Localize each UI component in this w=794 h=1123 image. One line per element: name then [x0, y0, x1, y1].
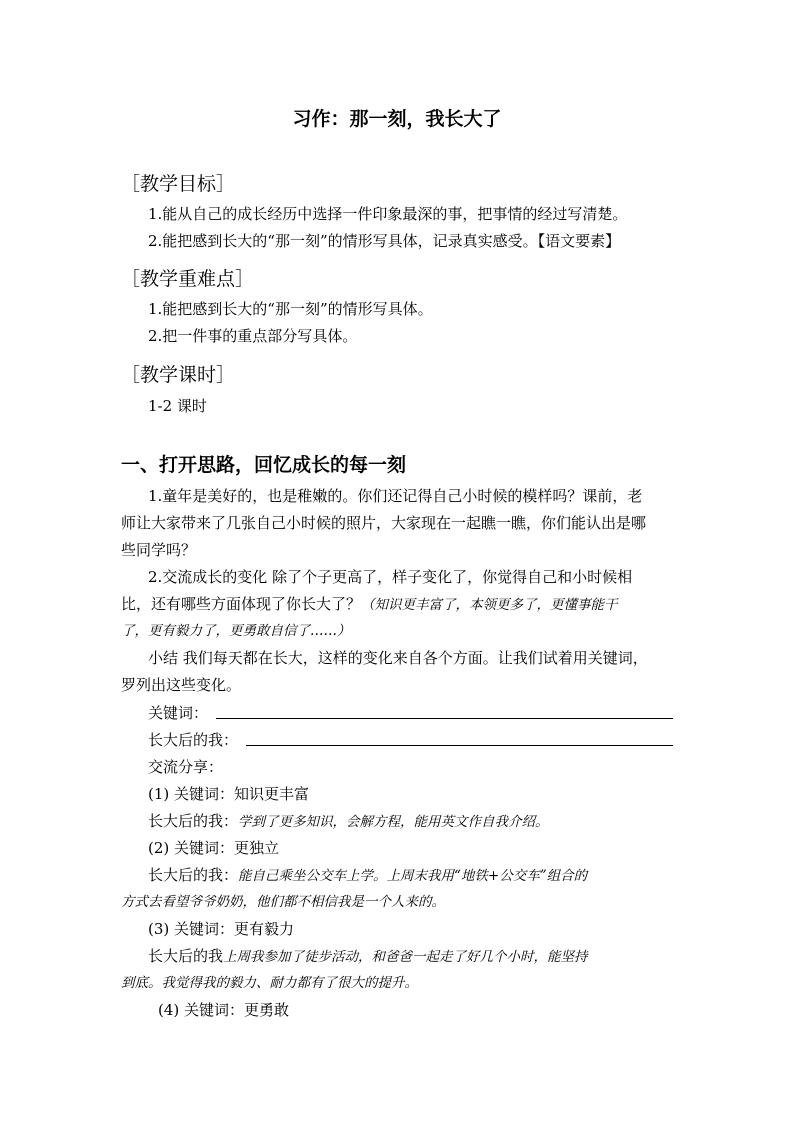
key-point-item-1: 1.能把感到长大的“那一刻”的情形写具体。 [148, 300, 433, 318]
example-4-keyword: (4) 关键词：更勇敢 [158, 1001, 290, 1019]
key-points-heading: ［教学重难点］ [121, 268, 255, 290]
key-point-item-2: 2.把一件事的重点部分写具体。 [148, 327, 358, 345]
keyword-blank-line[interactable] [216, 718, 673, 719]
part1-p2-answer-b: 了，更有毅力了，更勇敢自信了……） [121, 623, 351, 639]
goal-item-1: 1.能从自己的成长经历中选择一件印象最深的事，把事情的经过写清楚。 [148, 205, 628, 223]
example-3-text-cont: 到底。我觉得我的毅力、耐力都有了很大的提升。 [121, 975, 418, 991]
example-1-keyword: (1) 关键词：知识更丰富 [148, 785, 310, 803]
document-title: 习作：那一刻，我长大了 [292, 108, 502, 130]
example-2-keyword: (2) 关键词：更独立 [148, 839, 280, 857]
keyword-label: 关键词： [148, 704, 209, 722]
grownup-blank-line[interactable] [246, 745, 673, 746]
example-3-grownup [148, 946, 588, 967]
example-2-grownup [148, 865, 587, 886]
summary-line2: 罗列出这些变化。 [121, 676, 242, 694]
part1-p1-line3: 些同学吗？ [121, 541, 197, 559]
part1-p1-line2: 师让大家带来了几张自己小时候的照片，大家现在一起瞧一瞧，你们能认出是哪 [121, 514, 647, 532]
part1-p2-question: 比，还有哪些方面体现了你长大了？ [121, 595, 362, 613]
hours-value: 1-2 课时 [148, 397, 207, 415]
goals-heading: ［教学目标］ [121, 173, 236, 195]
example-2-text: 能自己乘坐公交车上学。上周末我用“地铁+公交车”组合的 [238, 868, 588, 884]
share-label: 交流分享： [148, 758, 224, 776]
part1-p2-line2 [121, 594, 618, 615]
example-1-label: 长大后的我： [148, 812, 239, 830]
example-1-text: 学到了更多知识，会解方程，能用英文作自我介绍。 [238, 814, 549, 830]
example-3-text: 上周我参加了徒步活动，和爸爸一起走了好几个小时，能坚持 [223, 949, 588, 965]
example-3-keyword: (3) 关键词：更有毅力 [148, 920, 295, 938]
part1-heading: 一、打开思路，回忆成长的每一刻 [121, 454, 407, 476]
example-3-label: 长大后的我 [148, 947, 224, 965]
grownup-label: 长大后的我： [148, 731, 239, 749]
part1-p1-line1: 1.童年是美好的，也是稚嫩的。你们还记得自己小时候的模样吗？课前，老 [148, 487, 643, 505]
part1-p2-answer-a: （知识更丰富了，本领更多了，更懂事能干 [361, 597, 618, 613]
summary-line1: 小结 我们每天都在长大，这样的变化来自各个方面。让我们试着用关键词， [148, 649, 648, 667]
example-2-text-cont: 方式去看望爷爷奶奶，他们都不相信我是一个人来的。 [121, 894, 445, 910]
example-2-label: 长大后的我： [148, 866, 239, 884]
goal-item-2: 2.能把感到长大的“那一刻”的情形写具体，记录真实感受。【语文要素】 [148, 232, 621, 250]
part1-p2-line1: 2.交流成长的变化 除了个子更高了，样子变化了，你觉得自己和小时候相 [148, 568, 633, 586]
example-1-grownup [148, 811, 549, 832]
hours-heading: ［教学课时］ [121, 364, 236, 386]
